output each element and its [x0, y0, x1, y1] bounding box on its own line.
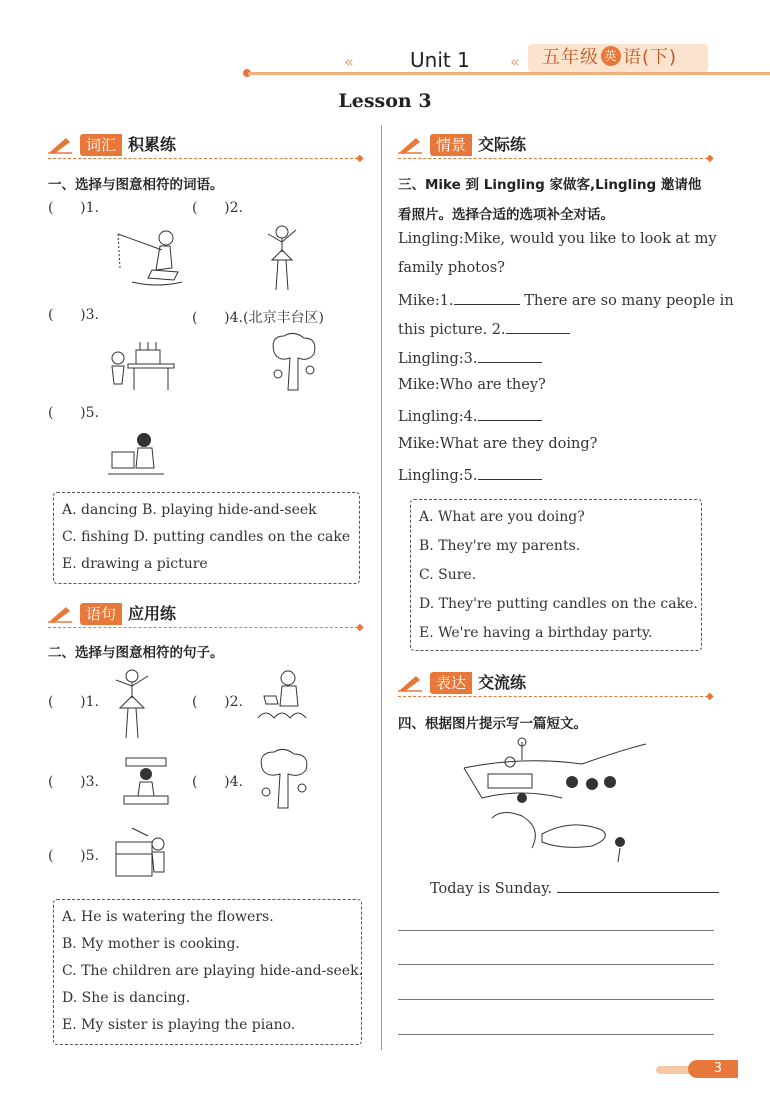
section-title: 应用练 — [128, 604, 177, 623]
answer-blank[interactable]: ( )2. — [192, 200, 243, 216]
answer-blank[interactable]: ( )4.(北京丰台区) — [192, 310, 324, 326]
answer-blank[interactable] — [478, 465, 542, 480]
arrow-right-icon: ◆ — [706, 153, 714, 164]
option-row: C. Sure. — [419, 567, 477, 583]
answer-blank[interactable] — [506, 319, 570, 334]
essay-start-text: Today is Sunday. — [430, 881, 553, 897]
option-row: E. My sister is playing the piano. — [62, 1017, 296, 1033]
writing-line[interactable] — [398, 1034, 714, 1035]
option-row: A. dancing B. playing hide-and-seek — [62, 502, 317, 518]
page-number: 3 — [688, 1060, 738, 1078]
option-row: D. She is dancing. — [62, 990, 191, 1006]
answer-blank[interactable] — [478, 406, 542, 421]
options-box — [53, 899, 362, 1045]
question-3-line1: 三、Mike 到 Lingling 家做客,Lingling 邀请他 — [398, 177, 702, 193]
options-box — [410, 499, 702, 651]
section-title: 交际练 — [478, 135, 527, 154]
dialog-line: Lingling:Mike, would you like to look at my — [398, 231, 717, 247]
drawing-picture — [108, 430, 168, 478]
tree-hide-picture — [256, 748, 312, 812]
answer-blank[interactable]: ( )4. — [192, 774, 243, 790]
answer-blank[interactable]: ( )2. — [192, 694, 243, 710]
cake-picture — [108, 336, 178, 392]
lesson-title: Lesson 3 — [338, 90, 432, 112]
section-rule — [48, 627, 358, 628]
option-row: B. My mother is cooking. — [62, 936, 240, 952]
writing-line[interactable] — [557, 878, 719, 893]
dancer-picture — [262, 224, 302, 294]
section-sentences — [48, 601, 368, 633]
option-row: E. We're having a birthday party. — [419, 625, 653, 641]
answer-blank[interactable]: ( )3. — [48, 774, 99, 790]
section-tag: 情景 — [430, 134, 472, 156]
item-number: 1. — [85, 200, 99, 216]
item-number: 1. — [85, 694, 99, 710]
section-vocabulary — [48, 132, 368, 164]
unit-title: Unit 1 — [410, 48, 470, 72]
dialog-line: Mike:Who are they? — [398, 377, 546, 393]
answer-blank[interactable] — [478, 348, 542, 363]
option-row: E. drawing a picture — [62, 556, 208, 572]
dialog-text: Lingling:4. — [398, 409, 478, 425]
pencil-icon — [398, 674, 422, 692]
arrow-right-icon: ◆ — [356, 622, 364, 633]
essay-start — [430, 878, 719, 897]
section-title: 积累练 — [128, 135, 177, 154]
dancer-picture — [112, 668, 152, 740]
answer-blank[interactable]: ( )1. — [48, 694, 99, 710]
answer-blank[interactable]: ( )1. — [48, 200, 99, 216]
dialog-text: Mike:1. — [398, 293, 454, 309]
dialog-line — [398, 290, 734, 309]
watering-picture — [256, 670, 316, 726]
pencil-icon — [48, 605, 72, 623]
answer-blank[interactable]: ( )5. — [48, 848, 99, 864]
dialog-line — [398, 348, 542, 367]
option-row: C. The children are playing hide-and-seek. — [62, 963, 364, 979]
dialog-text: There are so many people in — [524, 293, 734, 309]
item-number: 2. — [229, 694, 243, 710]
writing-line[interactable] — [398, 930, 714, 931]
section-rule — [48, 158, 358, 159]
item-number: 4. — [229, 774, 243, 790]
column-divider — [381, 125, 382, 1050]
dialog-line — [398, 465, 542, 484]
section-rule — [398, 158, 708, 159]
subject-badge: 英 — [601, 46, 621, 66]
answer-blank[interactable] — [454, 290, 520, 305]
term-label: (下) — [642, 47, 678, 68]
option-row: A. What are you doing? — [419, 509, 585, 525]
section-tag: 语句 — [80, 603, 122, 625]
dialog-line: Mike:What are they doing? — [398, 436, 598, 452]
writing-line[interactable] — [398, 964, 714, 965]
option-row: D. They're putting candles on the cake. — [419, 596, 698, 612]
section-tag: 表达 — [430, 672, 472, 694]
fishing-picture — [112, 228, 182, 288]
section-tag: 词汇 — [80, 134, 122, 156]
item-number: 3. — [85, 307, 99, 323]
chevron-left-icon: « — [344, 52, 354, 71]
dialog-line — [398, 319, 570, 338]
question-2: 二、选择与图意相符的句子。 — [48, 645, 224, 661]
option-row: A. He is watering the flowers. — [62, 909, 274, 925]
dialog-line: family photos? — [398, 260, 505, 276]
dialog-text: Lingling:5. — [398, 468, 478, 484]
writing-line[interactable] — [398, 999, 714, 1000]
item-number: 4.(北京丰台区) — [229, 310, 324, 326]
dialog-text: this picture. 2. — [398, 322, 506, 338]
grade-badge — [528, 44, 708, 72]
dialog-line — [398, 406, 542, 425]
section-situation — [398, 132, 718, 164]
arrow-right-icon: ◆ — [356, 153, 364, 164]
subject-label: 语 — [623, 47, 642, 68]
park-picture — [462, 738, 648, 864]
question-4: 四、根据图片提示写一篇短文。 — [398, 716, 587, 732]
item-number: 3. — [85, 774, 99, 790]
section-rule — [398, 696, 708, 697]
arrow-right-icon: ◆ — [706, 691, 714, 702]
dialog-text: Lingling:3. — [398, 351, 478, 367]
answer-blank[interactable]: ( )3. — [48, 307, 99, 323]
section-title: 交流练 — [478, 673, 527, 692]
chevron-left-icon: « — [510, 52, 520, 71]
question-3-line2: 看照片。选择合适的选项补全对话。 — [398, 207, 614, 223]
options-box — [53, 492, 360, 584]
cooking-picture — [124, 756, 170, 808]
section-expression — [398, 670, 718, 702]
item-number: 5. — [85, 405, 99, 421]
piano-picture — [112, 826, 168, 882]
tree-hide-picture — [268, 332, 320, 394]
option-row: B. They're my parents. — [419, 538, 581, 554]
header-rule — [248, 72, 770, 75]
answer-blank[interactable]: ( )5. — [48, 405, 99, 421]
option-row: C. fishing D. putting candles on the cake — [62, 529, 351, 545]
grade-label: 五年级 — [542, 47, 599, 68]
question-1: 一、选择与图意相符的词语。 — [48, 177, 224, 193]
item-number: 5. — [85, 848, 99, 864]
pencil-icon — [48, 136, 72, 154]
pencil-icon — [398, 136, 422, 154]
item-number: 2. — [229, 200, 243, 216]
